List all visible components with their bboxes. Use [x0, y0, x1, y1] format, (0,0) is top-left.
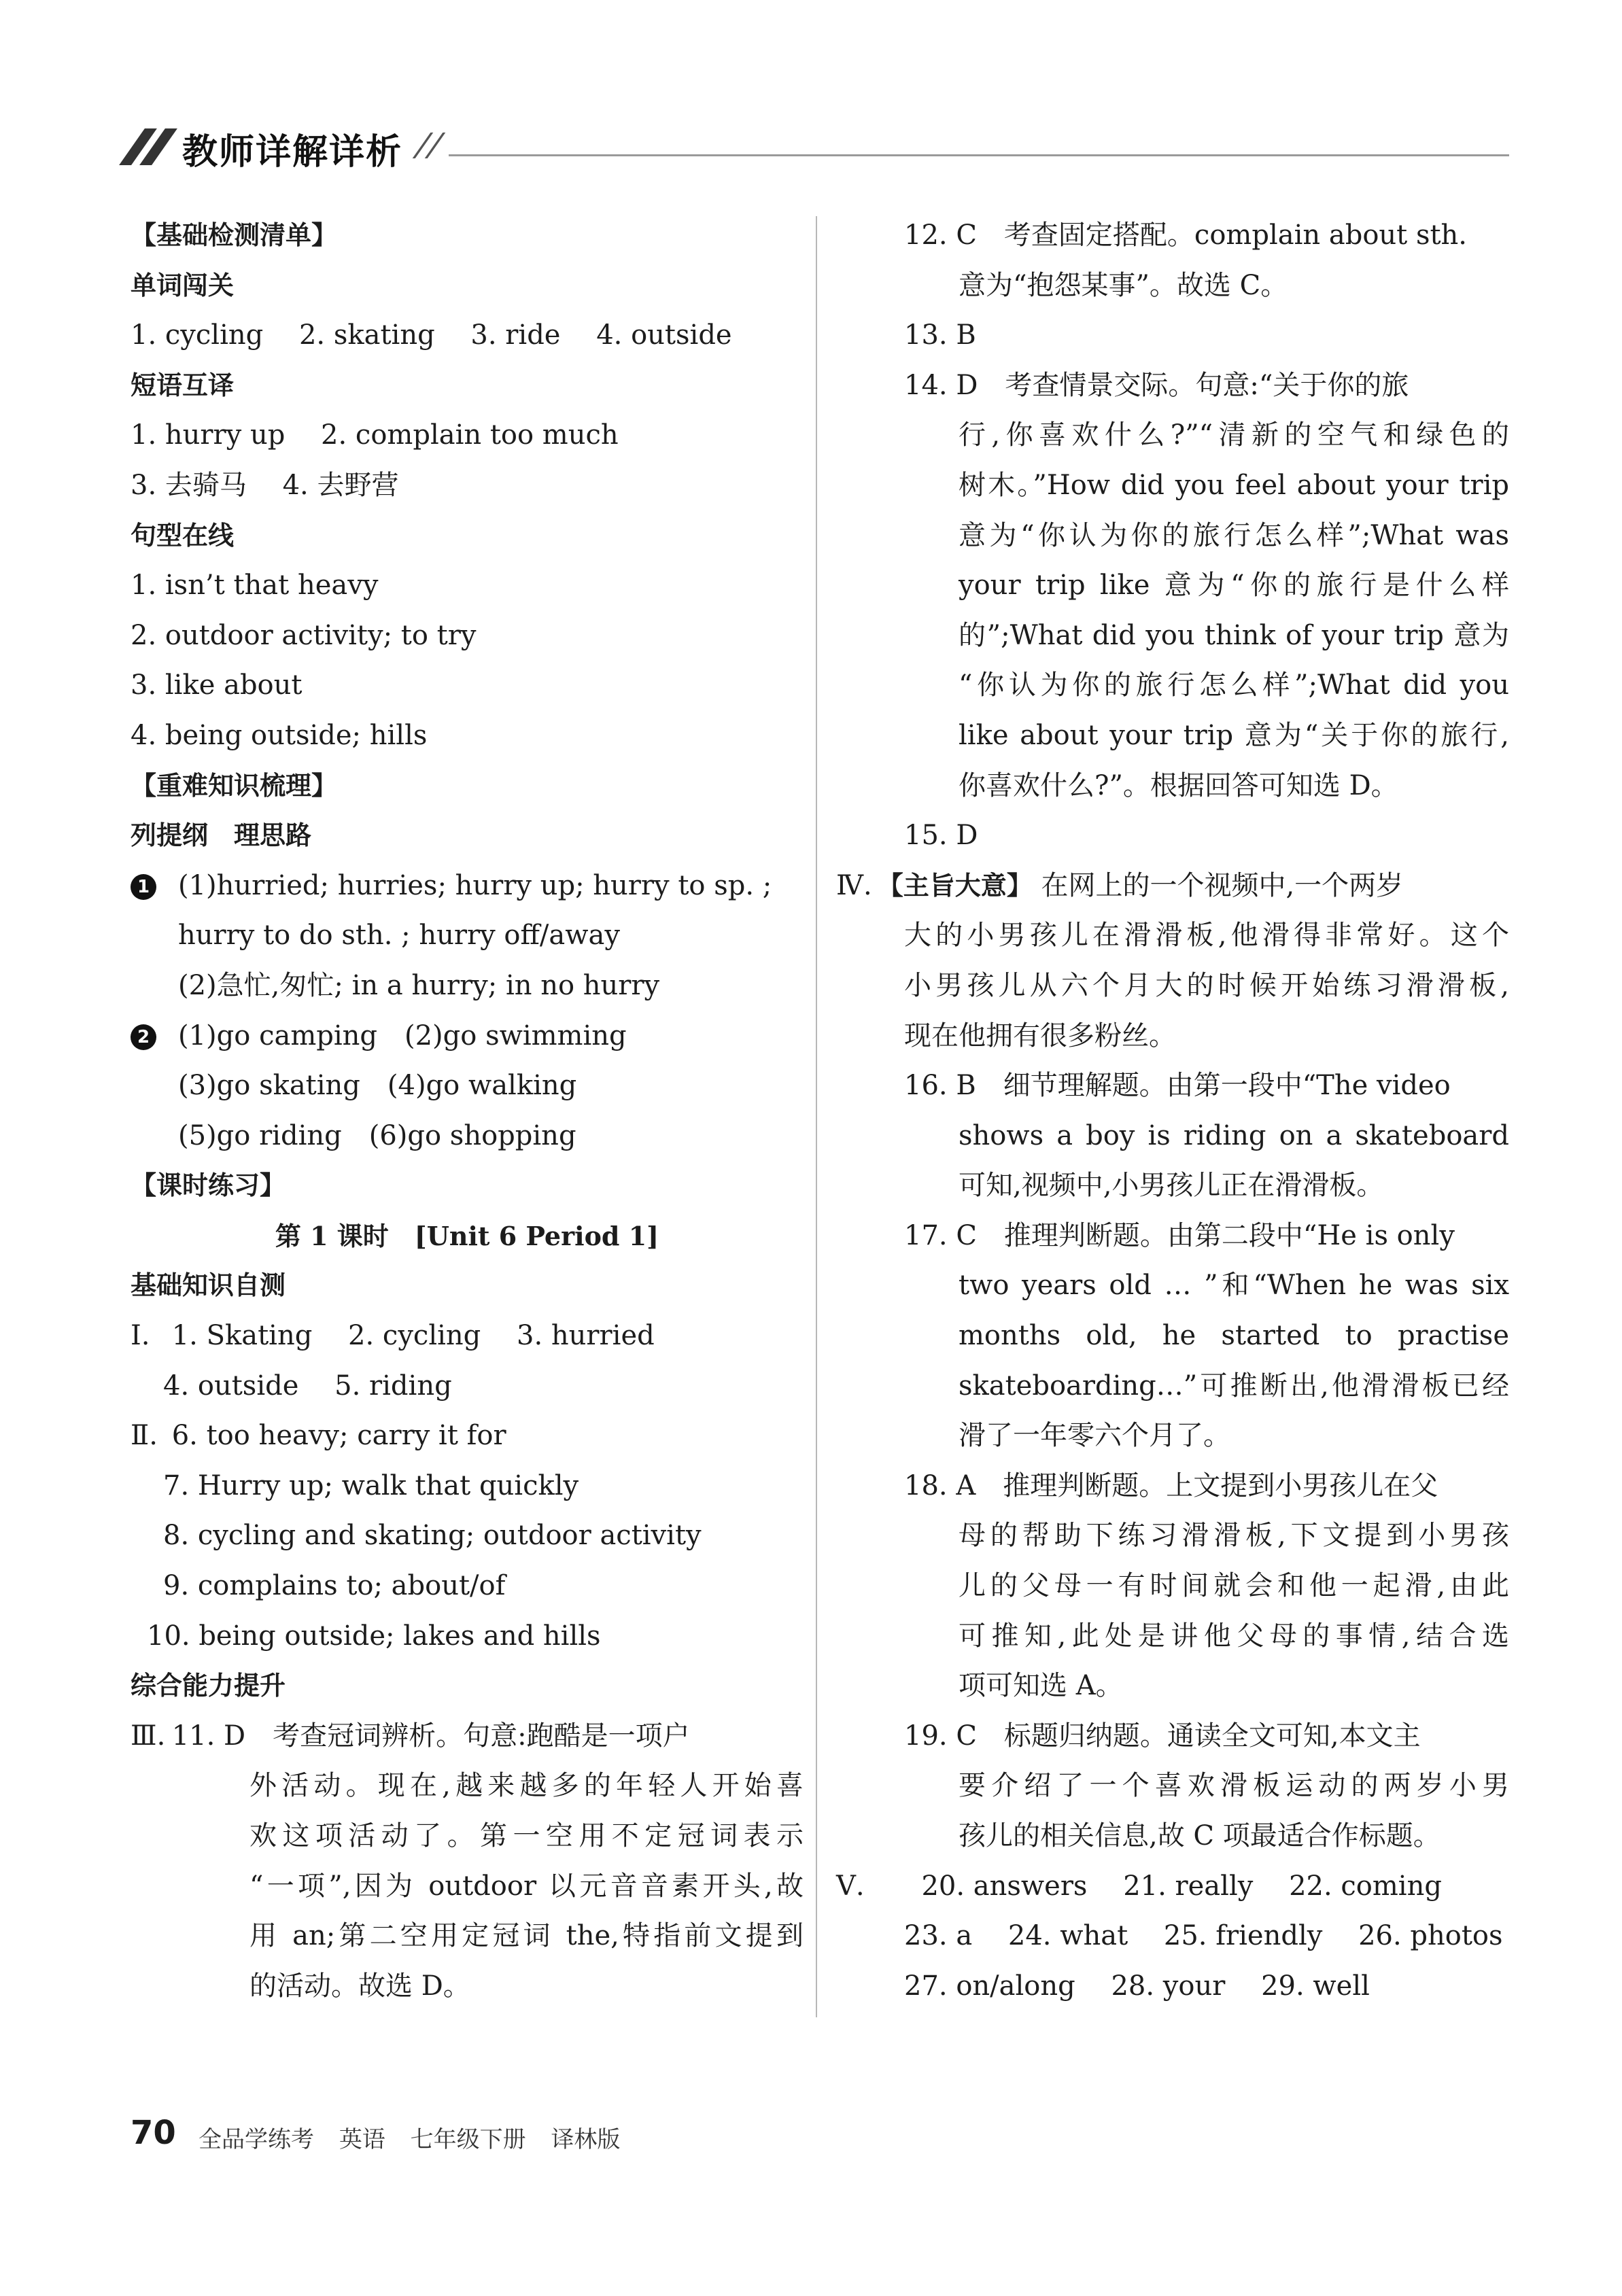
answer: 5. riding: [334, 1370, 452, 1402]
answer: 6. too heavy; carry it for: [171, 1420, 506, 1452]
answer: 4. 去野营: [282, 469, 399, 501]
explanation-text: 11. D 考查冠词辨析。句意:跑酷是一项户: [171, 1720, 690, 1752]
answer: 21. really: [1123, 1870, 1254, 1902]
explanation-line: “一项”,因为 outdoor 以元音音素开头,故: [249, 1870, 804, 1902]
sentence-answer: 1. isn’t that heavy: [131, 570, 379, 602]
explanation-line: [131, 1711, 804, 1762]
answer: 3. ride: [470, 319, 561, 351]
answer-row: [843, 1962, 1509, 2012]
answer: 22. coming: [1289, 1870, 1442, 1902]
answer: 4. outside: [163, 1370, 299, 1402]
explanation-line: 儿的父母一有时间就会和他一起滑,由此: [959, 1570, 1509, 1602]
header-title: 教师详解详析: [182, 132, 403, 173]
explanation-line: skateboarding…”可推断出,他滑滑板已经: [959, 1370, 1509, 1402]
answer-row: 8. cycling and skating; outdoor activity: [163, 1520, 702, 1552]
answer-row: [131, 1361, 804, 1412]
page-number: 70: [131, 2114, 176, 2152]
subheading-words: 单词闯关: [131, 270, 235, 300]
main-idea-tag: 【主旨大意】: [877, 870, 1033, 901]
bullet-text: (2)急忙,匆忙; in a hurry; in no hurry: [178, 969, 660, 1001]
sentence-answer: 2. outdoor activity; to try: [131, 619, 477, 651]
main-idea-text: 在网上的一个视频中,一个两岁: [1041, 869, 1404, 901]
main-idea-line: 现在他拥有很多粉丝。: [904, 1020, 1176, 1051]
answer: 25. friendly: [1163, 1920, 1323, 1952]
explanation-line: 欢这项活动了。第一空用不定冠词表示: [249, 1820, 804, 1851]
explanation-line: 14. D 考查情景交际。句意:“关于你的旅: [904, 369, 1409, 401]
roman-numeral: Ⅲ.: [131, 1720, 166, 1752]
explanation-line: 项可知选 A。: [959, 1670, 1123, 1702]
explanation-line: shows a boy is riding on a skateboard: [959, 1119, 1509, 1151]
header-rule: [449, 154, 1509, 156]
bullet-text: (1)go camping (2)go swimming: [178, 1020, 627, 1051]
explanation-line: like about your trip 意为“关于你的旅行,: [959, 719, 1509, 751]
number-bullet-icon: 2: [131, 1024, 156, 1050]
explanation-line: “你认为你的旅行怎么样”;What did you: [959, 669, 1509, 701]
answer-row: [843, 1911, 1509, 1962]
explanation-line: 树木。”How did you feel about your trip: [959, 469, 1509, 501]
roman-numeral: Ⅳ.: [836, 869, 872, 901]
subheading-outline: 列提纲 理思路: [131, 820, 312, 851]
explanation-line: 可推知,此处是讲他父母的事情,结合选: [959, 1620, 1509, 1652]
answer: 1. hurry up: [131, 419, 286, 451]
explanation-line: months old, he started to practise: [959, 1320, 1509, 1352]
bullet-item: [131, 1011, 804, 1062]
section-heading: 【基础检测清单】: [131, 220, 338, 250]
explanation-line: 19. C 标题归纳题。通读全文可知,本文主: [904, 1720, 1421, 1752]
explanation-line: 行,你喜欢什么?”“清新的空气和绿色的: [959, 419, 1509, 451]
answer: 3. hurried: [517, 1320, 655, 1352]
explanation-line: 可知,视频中,小男孩儿正在滑滑板。: [959, 1170, 1384, 1202]
roman-numeral: Ⅱ.: [131, 1420, 158, 1452]
explanation-line: 意为“抱怨某事”。故选 C。: [959, 269, 1288, 301]
page-header: [122, 119, 1509, 180]
sentence-answer: 4. being outside; hills: [131, 719, 428, 751]
bullet-text: (3)go skating (4)go walking: [178, 1070, 577, 1102]
lesson-title: 第 1 课时 [Unit 6 Period 1]: [275, 1220, 659, 1251]
explanation-line: your trip like 意为“你的旅行是什么样: [959, 570, 1509, 602]
answer-row: [131, 1411, 804, 1461]
answer: 2. cycling: [348, 1320, 481, 1352]
bullet-text: (1)hurried; hurries; hurry up; hurry to sp. ;: [178, 869, 772, 901]
answer: 4. outside: [596, 319, 732, 351]
explanation-line: 的”;What did you think of your trip 意为: [959, 619, 1509, 651]
bullet-text: hurry to do sth. ; hurry off/away: [178, 920, 620, 952]
subheading-sentences: 句型在线: [131, 520, 235, 551]
answer: 3. 去骑马: [131, 469, 247, 501]
answer: 20. answers: [921, 1870, 1088, 1902]
bullet-text: (5)go riding (6)go shopping: [178, 1119, 576, 1151]
answer-row: 9. complains to; about/of: [163, 1570, 506, 1602]
main-idea-line: [836, 861, 1509, 911]
explanation-line: 要介绍了一个喜欢滑板运动的两岁小男: [959, 1770, 1509, 1802]
footer-item: 全品学练考: [199, 2126, 314, 2153]
explanation-line: 用 an;第二空用定冠词 the,特指前文提到: [249, 1920, 804, 1952]
footer-text: [199, 2121, 638, 2154]
subheading-phrases: 短语互译: [131, 370, 235, 400]
answer: 27. on/along: [904, 1970, 1075, 2002]
answer: 1. cycling: [131, 319, 264, 351]
words-answers: [131, 311, 804, 361]
explanation-line: 18. A 推理判断题。上文提到小男孩儿在父: [904, 1469, 1438, 1501]
bullet-item: [131, 861, 804, 911]
explanation-line: two years old … ”和“When he was six: [959, 1270, 1509, 1302]
header-thin-slash-icon: [413, 133, 434, 158]
column-divider: [816, 216, 817, 2017]
answer: 15. D: [904, 820, 978, 852]
explanation-line: 外活动。现在,越来越多的年轻人开始喜: [249, 1770, 804, 1802]
explanation-line: 12. C 考查固定搭配。complain about sth.: [904, 220, 1468, 251]
explanation-line: 17. C 推理判断题。由第二段中“He is only: [904, 1219, 1455, 1251]
subheading-basic: 基础知识自测: [131, 1270, 286, 1301]
answer-row: [131, 1311, 804, 1361]
explanation-line: 意为“你认为你的旅行怎么样”;What was: [959, 519, 1509, 551]
answer: 1. Skating: [171, 1320, 313, 1352]
main-idea-line: 小男孩儿从六个月大的时候开始练习滑滑板,: [904, 969, 1509, 1001]
main-idea-line: 大的小男孩儿在滑滑板,他滑得非常好。这个: [904, 920, 1509, 952]
answer-row: [836, 1862, 1509, 1912]
answer-row: 7. Hurry up; walk that quickly: [163, 1469, 579, 1501]
answer: 29. well: [1261, 1970, 1370, 2002]
explanation-line: 16. B 细节理解题。由第一段中“The video: [904, 1070, 1451, 1102]
section-heading: 【课时练习】: [131, 1170, 286, 1201]
number-bullet-icon: 1: [131, 874, 156, 900]
footer-item: 七年级下册: [410, 2126, 526, 2153]
left-column: [131, 211, 804, 2011]
answer: 2. complain too much: [321, 419, 619, 451]
answer: 2. skating: [298, 319, 435, 351]
phrases-answers: [131, 411, 804, 461]
footer-item: 译林版: [551, 2126, 621, 2153]
answer: 23. a: [904, 1920, 973, 1952]
roman-numeral: Ⅴ.: [836, 1870, 865, 1902]
subheading-comprehensive: 综合能力提升: [131, 1671, 286, 1701]
explanation-line: 滑了一年零六个月了。: [959, 1420, 1230, 1452]
answer-row: 10. being outside; lakes and hills: [147, 1620, 601, 1652]
section-heading: 【重难知识梳理】: [131, 770, 338, 801]
answer: 28. your: [1111, 1970, 1226, 2002]
answer: 26. photos: [1358, 1920, 1503, 1952]
explanation-line: 母的帮助下练习滑滑板,下文提到小男孩: [959, 1520, 1509, 1552]
footer-item: 英语: [339, 2126, 385, 2153]
phrases-answers: [131, 461, 804, 511]
roman-numeral: Ⅰ.: [131, 1320, 150, 1352]
explanation-line: 的活动。故选 D。: [249, 1970, 470, 2002]
explanation-line: 孩儿的相关信息,故 C 项最适合作标题。: [959, 1820, 1440, 1851]
sentence-answer: 3. like about: [131, 669, 303, 701]
right-column: [836, 211, 1509, 2011]
answer: 13. B: [904, 319, 976, 351]
explanation-line: 你喜欢什么?”。根据回答可知选 D。: [959, 769, 1398, 801]
answer: 24. what: [1007, 1920, 1128, 1952]
